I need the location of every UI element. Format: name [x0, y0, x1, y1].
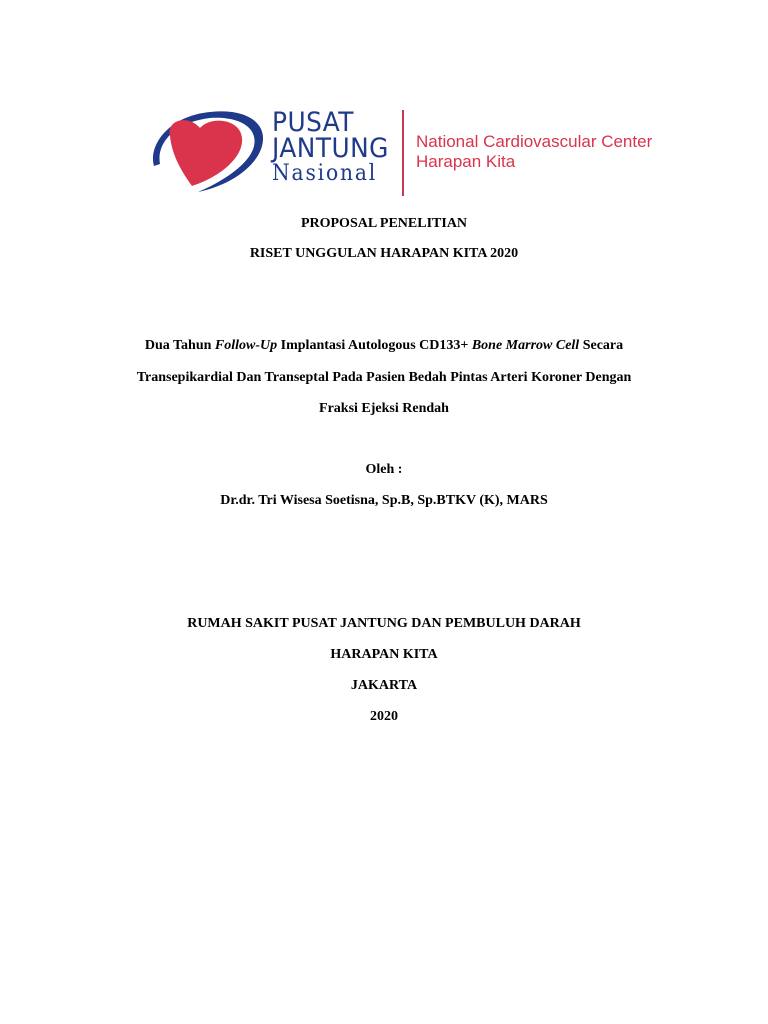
english-name-line-1: National Cardiovascular Center [416, 132, 653, 151]
institution-logo [148, 100, 668, 200]
brand-line-2: JANTUNG [272, 133, 389, 164]
logo-divider [402, 110, 404, 196]
author-label: Oleh : [365, 462, 403, 477]
title-line-1 [0, 338, 768, 354]
program-heading: RISET UNGGULAN HARAPAN KITA 2020 [249, 246, 519, 261]
title-part-c: Implantasi Autologous CD133+ [277, 338, 472, 353]
english-name [416, 132, 652, 172]
english-name-line-2: Harapan Kita [416, 152, 516, 171]
title-line-3: Fraksi Ejeksi Rendah [319, 401, 449, 416]
title-line-2: Transepikardial Dan Transeptal Pada Pasien Bedah Pintas Arteri Koroner Dengan [136, 370, 632, 385]
institution-line-1: RUMAH SAKIT PUSAT JANTUNG DAN PEMBULUH DARAH [187, 616, 581, 631]
proposal-heading: PROPOSAL PENELITIAN [300, 216, 468, 231]
brand-line-1: PUSAT [272, 107, 354, 138]
city: JAKARTA [350, 678, 418, 693]
title-part-e: Secara [579, 338, 624, 353]
title-part-b: Follow-Up [214, 338, 278, 353]
institution-line-2: HARAPAN KITA [330, 647, 438, 662]
title-part-d: Bone Marrow Cell [471, 338, 580, 353]
title-part-a: Dua Tahun [144, 338, 215, 353]
year: 2020 [370, 709, 398, 724]
author-name: Dr.dr. Tri Wisesa Soetisna, Sp.B, Sp.BTKV (K), MARS [220, 493, 548, 508]
brand-line-3: Nasional [272, 161, 378, 186]
brand-wordmark [272, 107, 399, 186]
heart-logo-icon [148, 106, 270, 196]
